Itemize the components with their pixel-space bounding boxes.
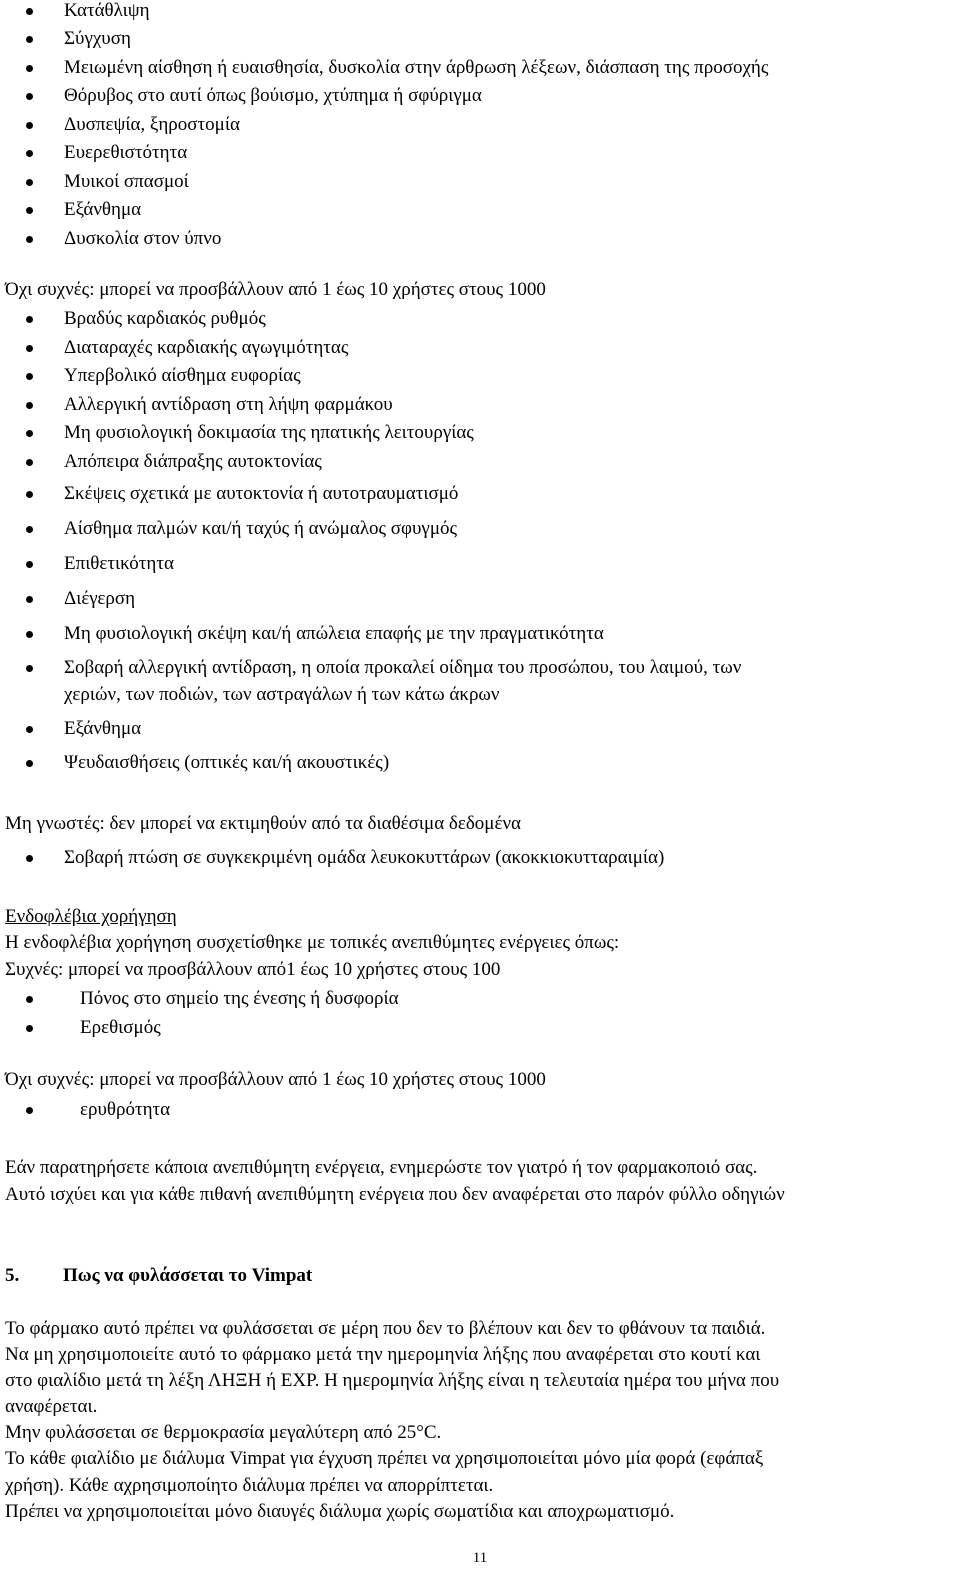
bullet (26, 631, 33, 638)
storage-line: Πρέπει να χρησιμοποιείται μόνο διαυγές διάλυμα χωρίς σωματίδια και αποχρωματισμό. (5, 1501, 675, 1522)
list-item: Διαταραχές καρδιακής αγωγιμότητας (64, 337, 349, 358)
iv-common-heading: Συχνές: μπορεί να προσβάλλουν από1 έως 10 χρήστες στους 100 (5, 959, 501, 980)
bullet (26, 122, 33, 129)
list-item-allergy-line-1: Σοβαρή αλλεργική αντίδραση, η οποία προκαλεί οίδημα του προσώπου, του λαιμού, των (64, 657, 742, 678)
bullet (26, 150, 33, 157)
list-item: Μειωμένη αίσθηση ή ευαισθησία, δυσκολία στην άρθρωση λέξεων, διάσπαση της προσοχής (64, 57, 769, 78)
bullet (26, 179, 33, 186)
bullet (26, 373, 33, 380)
list-item: Πόνος στο σημείο της ένεσης ή δυσφορία (80, 988, 399, 1009)
list-item: Μη φυσιολογική σκέψη και/ή απώλεια επαφής με την πραγματικότητα (64, 623, 604, 644)
page-number: 11 (472, 1550, 488, 1566)
storage-line: Το κάθε φιαλίδιο με διάλυμα Vimpat για έγχυση πρέπει να χρησιμοποιείται μόνο μία φορά (εφάπαξ (5, 1448, 764, 1469)
list-item: ερυθρότητα (80, 1099, 171, 1120)
storage-line: Να μη χρησιμοποιείτε αυτό το φάρμακο μετά την ημερομηνία λήξης που αναφέρεται στο κουτί και (5, 1344, 761, 1365)
list-item: Σύγχυση (64, 28, 131, 49)
bullet (26, 207, 33, 214)
bullet (26, 93, 33, 100)
bullet (26, 1107, 33, 1114)
bullet (26, 726, 33, 733)
list-item: Αίσθημα παλμών και/ή ταχύς ή ανώμαλος σφυγμός (64, 518, 458, 539)
bullet (26, 345, 33, 352)
bullet (26, 760, 33, 767)
bullet (26, 36, 33, 43)
bullet (26, 402, 33, 409)
bullet (26, 1025, 33, 1032)
iv-heading: Ενδοφλέβια χορήγηση (5, 906, 177, 927)
storage-line: στο φιαλίδιο μετά τη λέξη ΛΗΞΗ ή EXP. Η ημερομηνία λήξης είναι η τελευταία ημέρα του μήνα που (5, 1370, 780, 1391)
report-line: Εάν παρατηρήσετε κάποια ανεπιθύμητη ενέργεια, ενημερώστε τον γιατρό ή τον φαρμακοποιό σας. (5, 1157, 758, 1178)
bullet (26, 459, 33, 466)
list-item: Ψευδαισθήσεις (οπτικές και/ή ακουστικές) (64, 752, 390, 773)
list-item-allergy-line-2: χεριών, των ποδιών, των αστραγάλων ή των κάτω άκρων (64, 684, 500, 705)
list-item: Εξάνθημα (64, 718, 142, 739)
bullet (26, 430, 33, 437)
bullet (26, 526, 33, 533)
list-item: Σκέψεις σχετικά με αυτοκτονία ή αυτοτραυματισμό (64, 483, 459, 504)
list-item: Διέγερση (64, 588, 136, 609)
section-title: Πως να φυλάσσεται το Vimpat (63, 1265, 313, 1286)
bullet (26, 855, 33, 862)
list-item: Βραδύς καρδιακός ρυθμός (64, 308, 266, 329)
bullet (26, 236, 33, 243)
bullet (26, 8, 33, 15)
storage-line: αναφέρεται. (5, 1396, 98, 1417)
list-item: Μη φυσιολογική δοκιμασία της ηπατικής λειτουργίας (64, 422, 474, 443)
section-number: 5. (5, 1265, 20, 1286)
bullet (26, 996, 33, 1003)
list-item: Απόπειρα διάπραξης αυτοκτονίας (64, 451, 322, 472)
list-item: Κατάθλιψη (64, 0, 150, 21)
iv-uncommon-heading: Όχι συχνές: μπορεί να προσβάλλουν από 1 έως 10 χρήστες στους 1000 (5, 1069, 546, 1090)
list-item: Θόρυβος στο αυτί όπως βούισμο, χτύπημα ή σφύριγμα (64, 85, 482, 106)
bullet (26, 491, 33, 498)
storage-line: χρήση). Κάθε αχρησιμοποίητο διάλυμα πρέπει να απορρίπτεται. (5, 1475, 494, 1496)
list-item: Ευερεθιστότητα (64, 142, 188, 163)
bullet (26, 561, 33, 568)
list-item: Δυσκολία στον ύπνο (64, 228, 222, 249)
list-item: Ερεθισμός (80, 1017, 161, 1038)
uncommon-heading: Όχι συχνές: μπορεί να προσβάλλουν από 1 έως 10 χρήστες στους 1000 (5, 279, 546, 300)
unknown-heading: Μη γνωστές: δεν μπορεί να εκτιμηθούν από τα διαθέσιμα δεδομένα (5, 813, 521, 834)
storage-line: Μην φυλάσσεται σε θερμοκρασία μεγαλύτερη από 25°C. (5, 1422, 442, 1443)
bullet (26, 316, 33, 323)
list-item: Επιθετικότητα (64, 553, 174, 574)
report-line: Αυτό ισχύει και για κάθε πιθανή ανεπιθύμητη ενέργεια που δεν αναφέρεται στο παρόν φύλλο οδηγιών (5, 1184, 785, 1205)
list-item: Σοβαρή πτώση σε συγκεκριμένη ομάδα λευκοκυττάρων (ακοκκιοκυτταραιμία) (64, 847, 665, 868)
list-item: Δυσπεψία, ξηροστομία (64, 114, 240, 135)
bullet (26, 65, 33, 72)
bullet (26, 665, 33, 672)
bullet (26, 596, 33, 603)
list-item: Υπερβολικό αίσθημα ευφορίας (64, 365, 301, 386)
list-item: Μυικοί σπασμοί (64, 171, 189, 192)
iv-intro: Η ενδοφλέβια χορήγηση συσχετίσθηκε με τοπικές ανεπιθύμητες ενέργειες όπως: (5, 932, 620, 953)
list-item: Εξάνθημα (64, 199, 142, 220)
list-item: Αλλεργική αντίδραση στη λήψη φαρμάκου (64, 394, 393, 415)
storage-line: Το φάρμακο αυτό πρέπει να φυλάσσεται σε μέρη που δεν το βλέπουν και δεν το φθάνουν τα παιδιά. (5, 1318, 766, 1339)
